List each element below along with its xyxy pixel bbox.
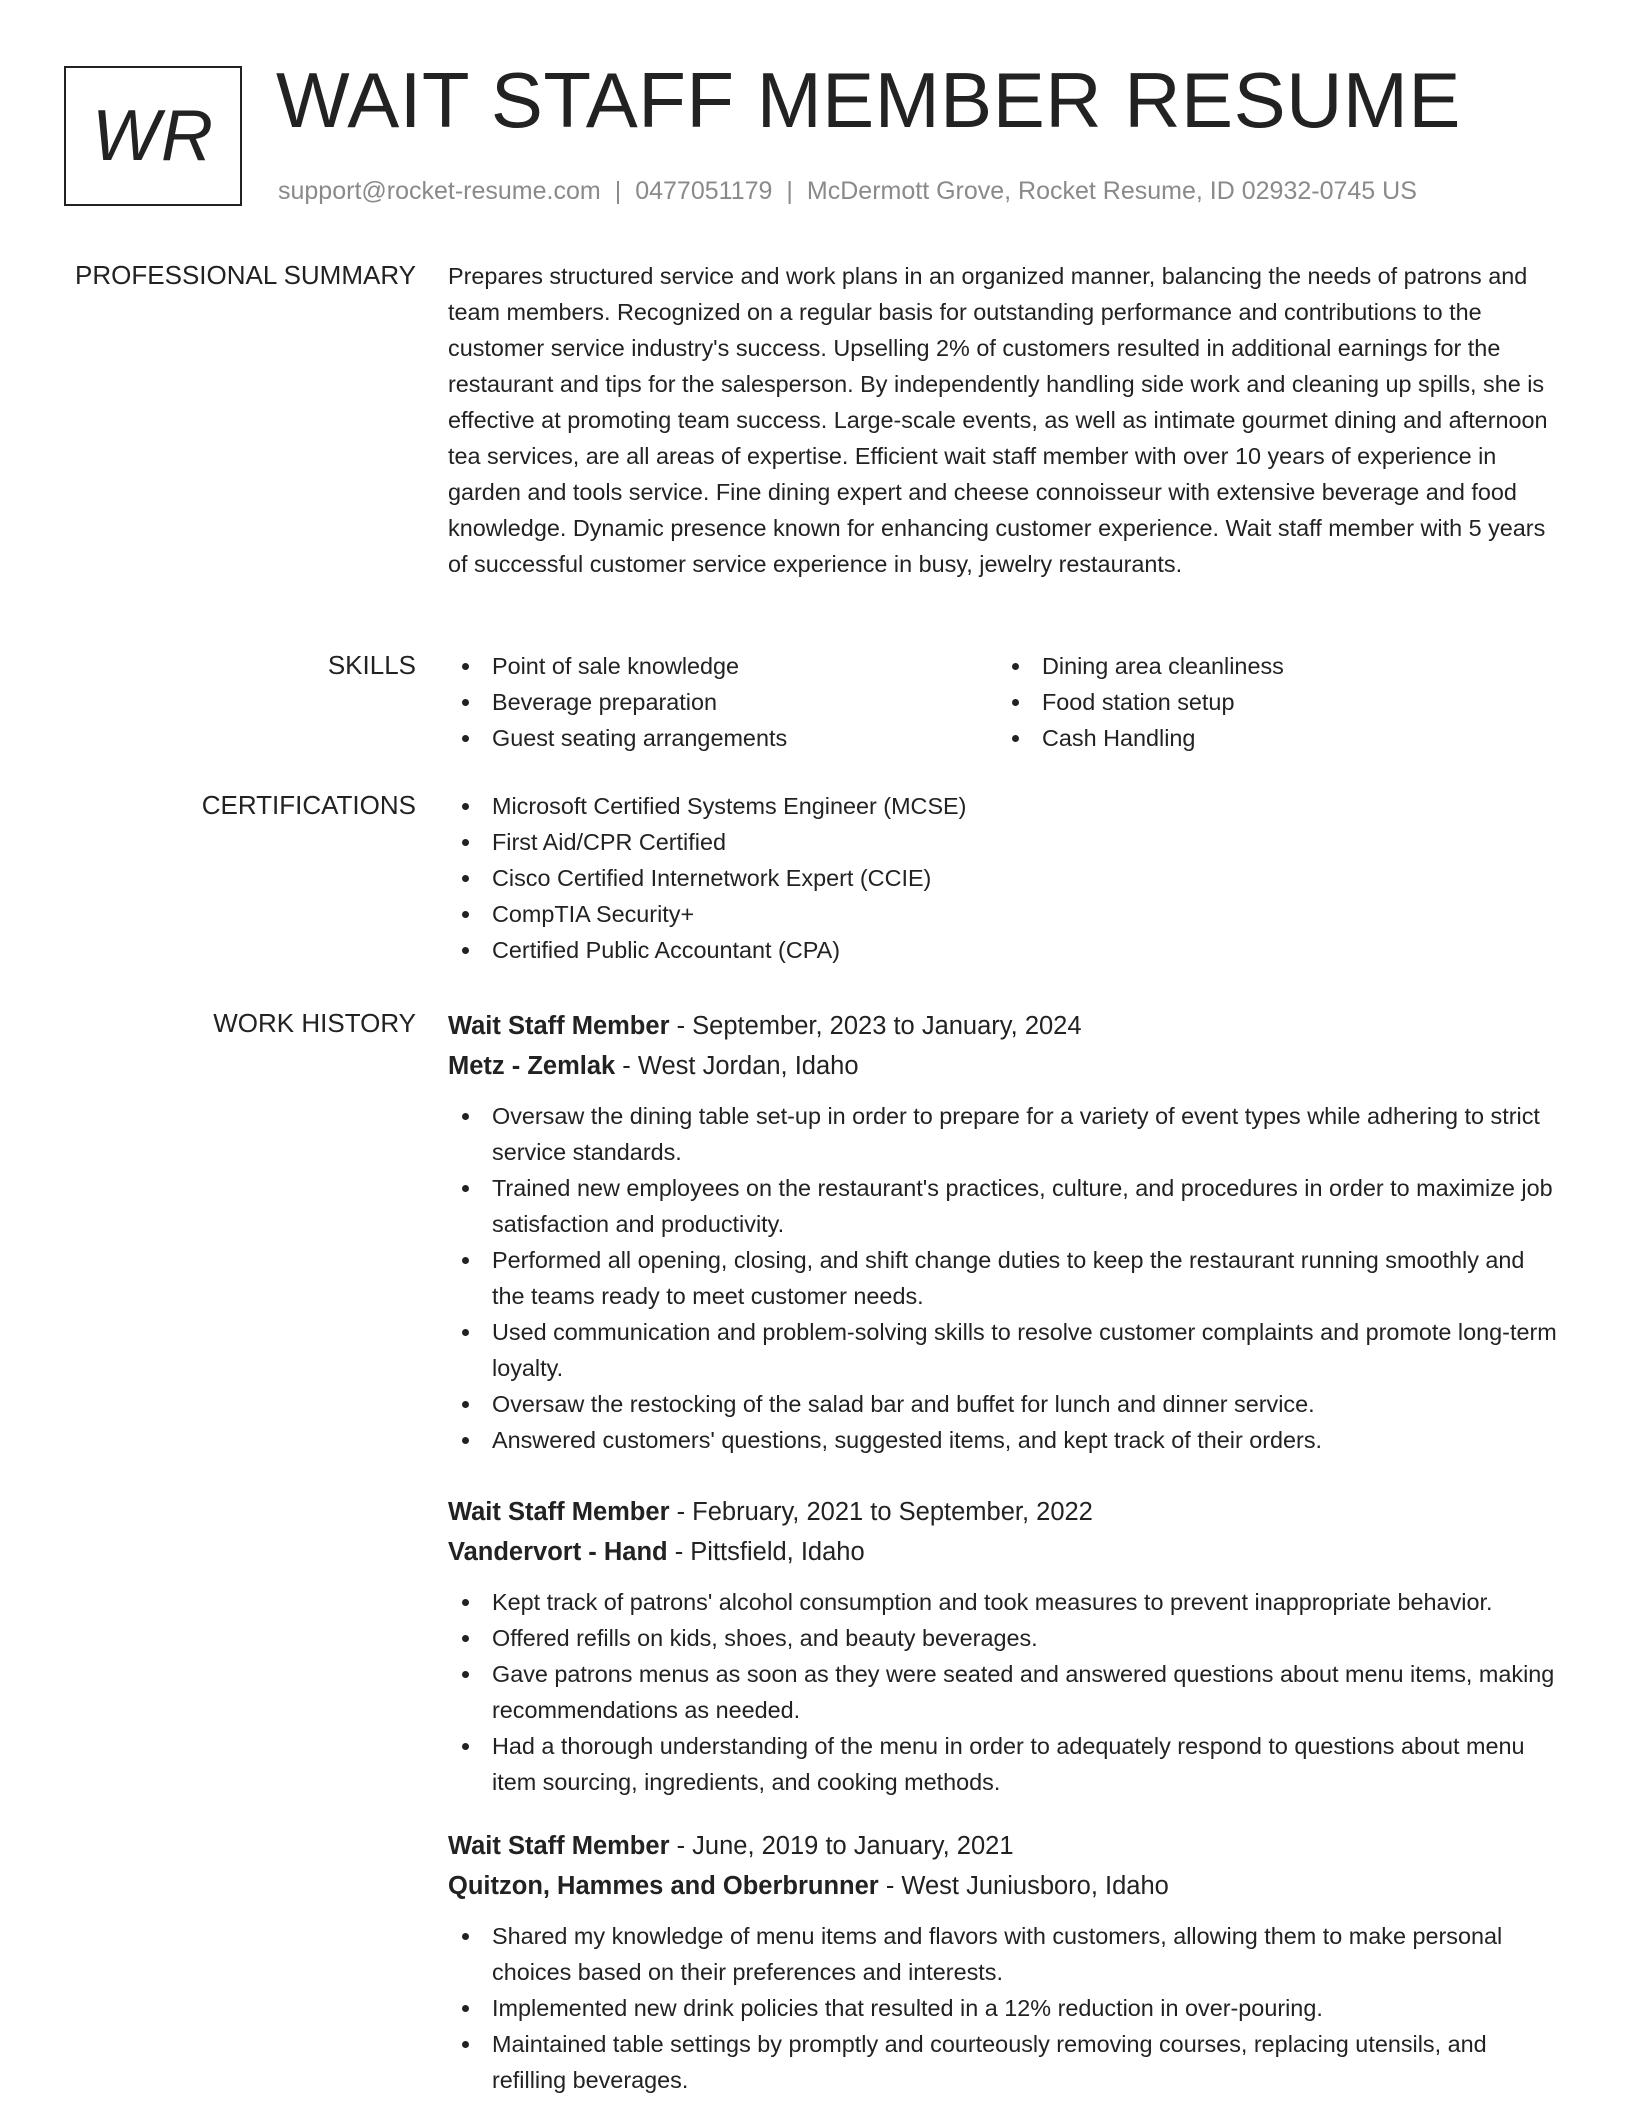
job-duty: Gave patrons menus as soon as they were seated and answered questions about menu items, making recommendations as needed.: [448, 1656, 1562, 1728]
section-title-skills: SKILLS: [327, 650, 416, 680]
certifications-body: [448, 788, 1562, 968]
section-title-work-history: WORK HISTORY: [213, 1008, 416, 1038]
skills-column-2: [998, 648, 1548, 756]
job-duty: Used communication and problem-solving skills to resolve customer complaints and promote long-term loyalty.: [448, 1314, 1562, 1386]
job-title-line: [448, 1492, 1562, 1532]
job-duty: Had a thorough understanding of the menu in order to adequately respond to questions about menu item sourcing, ingredients, and cooking methods.: [448, 1728, 1562, 1800]
job-entry: [448, 1006, 1562, 1458]
skill-item: Cash Handling: [998, 720, 1548, 756]
job-duties-list: [448, 1584, 1562, 1800]
skill-item: Food station setup: [998, 684, 1548, 720]
summary-body: [448, 258, 1562, 582]
resume-title: WAIT STAFF MEMBER RESUME: [276, 56, 1461, 144]
certification-item: Microsoft Certified Systems Engineer (MCSE): [448, 788, 1562, 824]
job-duty: Oversaw the dining table set-up in order to prepare for a variety of event types while adhering to strict service standards.: [448, 1098, 1562, 1170]
job-company: Vandervort - Hand: [448, 1538, 668, 1566]
job-entry: [448, 1826, 1562, 2098]
skills-grid: [448, 648, 1562, 756]
work-history-body: [448, 1006, 1562, 2098]
job-company-line: [448, 1866, 1562, 1906]
summary-text: Prepares structured service and work plans in an organized manner, balancing the needs of patrons and team members. Recognized on a regular basis for outstanding performance and contributions to the customer service industry's success. Upselling 2% of customers resulted in additional earnings for the restaurant and tips for the salesperson. By independently handling side work and cleaning up spills, she is effective at promoting team success. Large-scale events, as well as intimate gourmet dining and afternoon tea services, are all areas of expertise. Efficient wait staff member with over 10 years of experience in garden and tools service. Fine dining expert and cheese connoisseur with extensive beverage and food knowledge. Dynamic presence known for enhancing customer experience. Wait staff member with 5 years of successful customer service experience in busy, jewelry restaurants.: [448, 263, 1548, 577]
job-role: Wait Staff Member: [448, 1832, 670, 1860]
job-location: - West Jordan, Idaho: [615, 1052, 859, 1080]
certification-item: First Aid/CPR Certified: [448, 824, 1562, 860]
section-title-summary: PROFESSIONAL SUMMARY: [75, 260, 416, 290]
job-role: Wait Staff Member: [448, 1498, 670, 1526]
job-dates: - June, 2019 to January, 2021: [669, 1832, 1014, 1860]
certification-item: CompTIA Security+: [448, 896, 1562, 932]
job-duty: Implemented new drink policies that resulted in a 12% reduction in over-pouring.: [448, 1990, 1562, 2026]
contact-email[interactable]: support@rocket-resume.com: [278, 177, 601, 205]
job-company: Metz - Zemlak: [448, 1052, 616, 1080]
job-dates: - February, 2021 to September, 2022: [669, 1498, 1093, 1526]
certifications-list: [448, 788, 1562, 968]
job-company-line: [448, 1046, 1562, 1086]
skill-item: Beverage preparation: [448, 684, 998, 720]
job-title-line: [448, 1006, 1562, 1046]
job-dates: - September, 2023 to January, 2024: [669, 1012, 1082, 1040]
job-duty: Offered refills on kids, shoes, and beauty beverages.: [448, 1620, 1562, 1656]
job-duty: Oversaw the restocking of the salad bar and buffet for lunch and dinner service.: [448, 1386, 1562, 1422]
job-duty: Shared my knowledge of menu items and flavors with customers, allowing them to make personal choices based on their preferences and interests.: [448, 1918, 1562, 1990]
contact-separator: |: [786, 177, 793, 205]
job-location: - Pittsfield, Idaho: [667, 1538, 865, 1566]
contact-separator: |: [614, 177, 622, 205]
skill-item: Point of sale knowledge: [448, 648, 998, 684]
job-company-line: [448, 1532, 1562, 1572]
contact-address: McDermott Grove, Rocket Resume, ID 02932-0745 US: [806, 177, 1417, 205]
job-entry: [448, 1492, 1562, 1800]
skill-item: Dining area cleanliness: [998, 648, 1548, 684]
monogram-badge: [64, 66, 242, 206]
contact-phone[interactable]: 0477051179: [635, 177, 773, 205]
job-duties-list: [448, 1918, 1562, 2098]
job-duty: Answered customers' questions, suggested items, and kept track of their orders.: [448, 1422, 1562, 1458]
job-duty: Kept track of patrons' alcohol consumption and took measures to prevent inappropriate behavior.: [448, 1584, 1562, 1620]
certification-item: Cisco Certified Internetwork Expert (CCIE): [448, 860, 1562, 896]
skills-column-1: [448, 648, 998, 756]
job-location: - West Juniusboro, Idaho: [878, 1872, 1169, 1900]
section-title-certifications: CERTIFICATIONS: [201, 790, 416, 820]
certification-item: Certified Public Accountant (CPA): [448, 932, 1562, 968]
skill-item: Guest seating arrangements: [448, 720, 998, 756]
monogram-initials: WR: [92, 96, 214, 176]
skills-body: [448, 648, 1562, 756]
job-title-line: [448, 1826, 1562, 1866]
job-company: Quitzon, Hammes and Oberbrunner: [448, 1872, 879, 1900]
job-role: Wait Staff Member: [448, 1012, 670, 1040]
job-duty: Performed all opening, closing, and shift change duties to keep the restaurant running smoothly and the teams ready to meet customer needs.: [448, 1242, 1562, 1314]
job-duties-list: [448, 1098, 1562, 1458]
job-duty: Maintained table settings by promptly and courteously removing courses, replacing utensils, and refilling beverages.: [448, 2026, 1562, 2098]
job-duty: Trained new employees on the restaurant's practices, culture, and procedures in order to maximize job satisfaction and productivity.: [448, 1170, 1562, 1242]
contact-line: [278, 176, 1417, 206]
